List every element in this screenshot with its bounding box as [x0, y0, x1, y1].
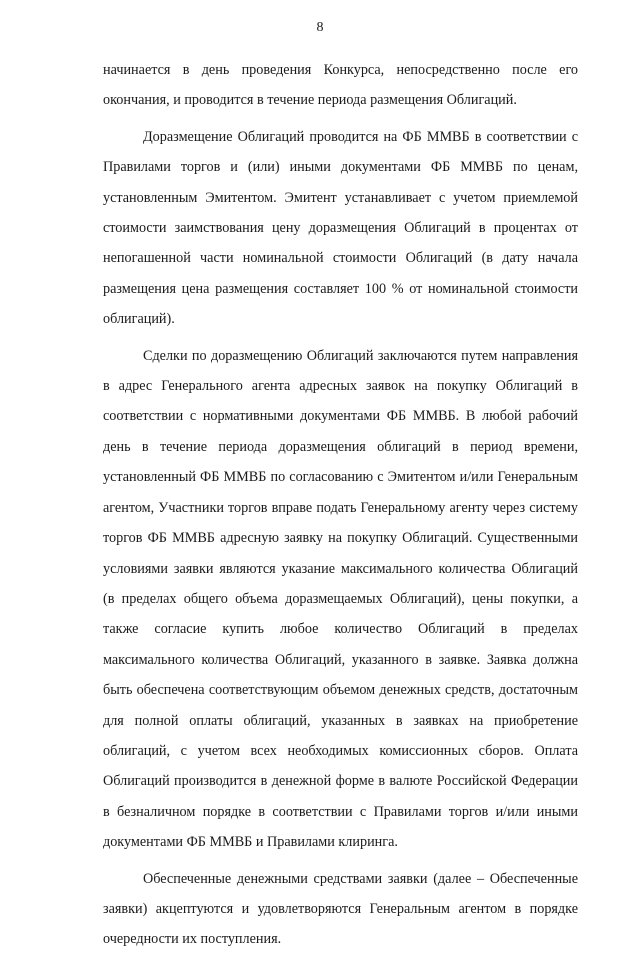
paragraph-transactions: Сделки по доразмещению Облигаций заключаются путем направления в адрес Генерального агента адресных заявок на покупку Облигаций в соответствии с нормативными документами ФБ ММВБ. В любой рабочий день в течение периода доразмещения облигаций в период времени, установленный ФБ ММВБ по согласованию с Эмитентом и/или Генеральным агентом, Участники торгов вправе подать Генеральному агенту через систему торгов ФБ ММВБ адресную заявку на покупку Облигаций. Существенными условиями заявки являются указание максимального количества Облигаций (в пределах общего объема доразмещаемых Облигаций), цены покупки, а также согласие купить любое количество Облигаций в пределах максимального количества Облигаций, указанного в заявке. Заявка должна быть обеспечена соответствующим объемом денежных средств, достаточным для полной оплаты облигаций, указанных в заявках на приобретение облигаций, с учетом всех необходимых комиссионных сборов. Оплата Облигаций производится в денежной форме в валюте Российской Федерации в безналичном порядке в соответствии с Правилами торгов и/или иными документами ФБ ММВБ и Правилами клиринга.	[103, 347, 578, 851]
page-number: 8	[316, 20, 324, 35]
paragraph-continuation: начинается в день проведения Конкурса, непосредственно после его окончания, и проводится в течение периода размещения Облигаций.	[103, 62, 578, 109]
document-body	[103, 55, 578, 961]
paragraph-secured-orders: Обеспеченные денежными средствами заявки (далее – Обеспеченные заявки) акцептуются и удовлетворяются Генеральным агентом в порядке очередности их поступления.	[103, 870, 578, 948]
paragraph-additional-placement: Доразмещение Облигаций проводится на ФБ ММВБ в соответствии с Правилами торгов и (или) иными документами ФБ ММВБ по ценам, установленным Эмитентом. Эмитент устанавливает с учетом приемлемой стоимости заимствования цену доразмещения Облигаций в процентах от непогашенной части номинальной стоимости Облигаций (в дату начала размещения цена размещения составляет 100 % от номинальной стоимости облигаций).	[103, 128, 578, 328]
